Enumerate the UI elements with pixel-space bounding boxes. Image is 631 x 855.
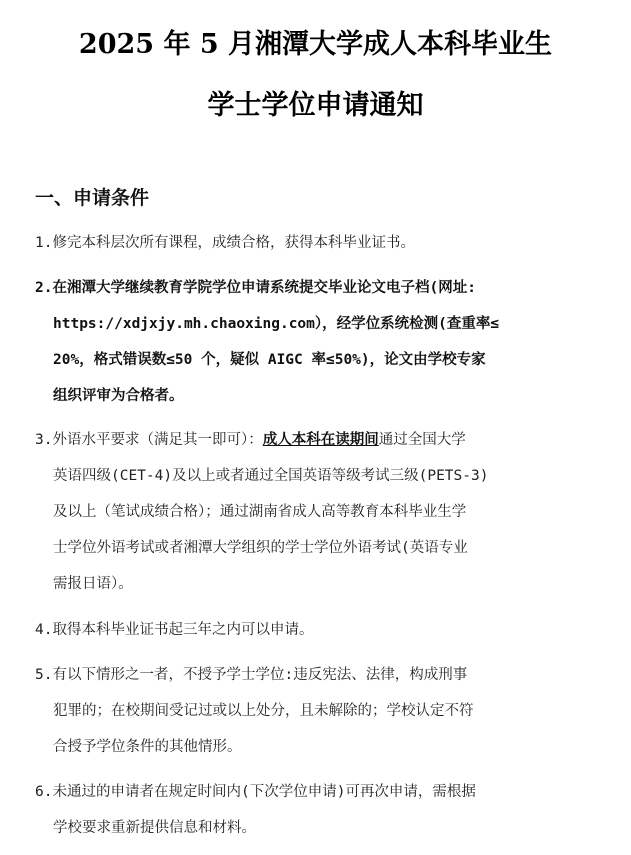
condition-line xyxy=(35,612,580,648)
section-heading-application-conditions: 一、申请条件 xyxy=(35,187,150,209)
item-number: 6. xyxy=(35,784,53,800)
condition-line xyxy=(35,657,580,693)
item-number: 1. xyxy=(35,235,53,251)
item-text: 有以下情形之一者，不授予学士学位:违反宪法、法律，构成刑事 xyxy=(52,667,468,683)
item-number: 4. xyxy=(35,622,53,638)
condition-line xyxy=(35,270,580,306)
condition-item-6 xyxy=(35,774,580,846)
condition-item-3 xyxy=(35,422,580,602)
condition-item-4 xyxy=(35,612,580,648)
underlined-emphasis: 成人本科在读期间 xyxy=(262,432,379,448)
condition-item-1 xyxy=(35,225,580,261)
item-text: 未通过的申请者在规定时间内(下次学位申请)可再次申请，需根据 xyxy=(52,784,476,800)
item-text: 外语水平要求（满足其一即可）： xyxy=(52,432,263,448)
condition-line: 犯罪的；在校期间受记过或以上处分，且未解除的；学校认定不符 xyxy=(53,703,474,719)
condition-line: 组织评审为合格者。 xyxy=(53,388,184,404)
condition-item-5 xyxy=(35,657,580,765)
item-text: 在湘潭大学继续教育学院学位申请系统提交毕业论文电子档(网址: xyxy=(52,280,476,296)
condition-line xyxy=(35,422,580,458)
item-number: 3. xyxy=(35,432,53,448)
condition-line: 20%，格式错误数≤50 个，疑似 AIGC 率≤50%)，论文由学校专家 xyxy=(53,352,486,368)
condition-line: 士学位外语考试或者湘潭大学组织的学士学位外语考试(英语专业 xyxy=(53,540,468,556)
condition-line: 英语四级(CET-4)及以上或者通过全国英语等级考试三级(PETS-3) xyxy=(53,468,489,484)
condition-line: 学校要求重新提供信息和材料。 xyxy=(53,820,256,836)
document-title-line1: 2025 年 5 月湘潭大学成人本科毕业生 xyxy=(78,29,553,60)
document-title-line2: 学士学位申请通知 xyxy=(207,90,424,121)
condition-line xyxy=(35,225,580,261)
condition-line: 合授予学位条件的其他情形。 xyxy=(53,739,242,755)
item-text: 通过全国大学 xyxy=(378,432,466,448)
condition-item-2 xyxy=(35,270,580,414)
condition-line xyxy=(35,774,580,810)
item-text: 取得本科毕业证书起三年之内可以申请。 xyxy=(52,622,314,638)
item-text: 修完本科层次所有课程，成绩合格，获得本科毕业证书。 xyxy=(52,235,415,251)
condition-line: 及以上（笔试成绩合格）；通过湖南省成人高等教育本科毕业生学 xyxy=(53,504,467,520)
condition-line: https://xdjxjy.mh.chaoxing.com），经学位系统检测(查重率≤ xyxy=(53,316,500,332)
item-number: 5. xyxy=(35,667,53,683)
condition-line: 需报日语）。 xyxy=(53,576,133,592)
item-number: 2. xyxy=(35,280,53,296)
